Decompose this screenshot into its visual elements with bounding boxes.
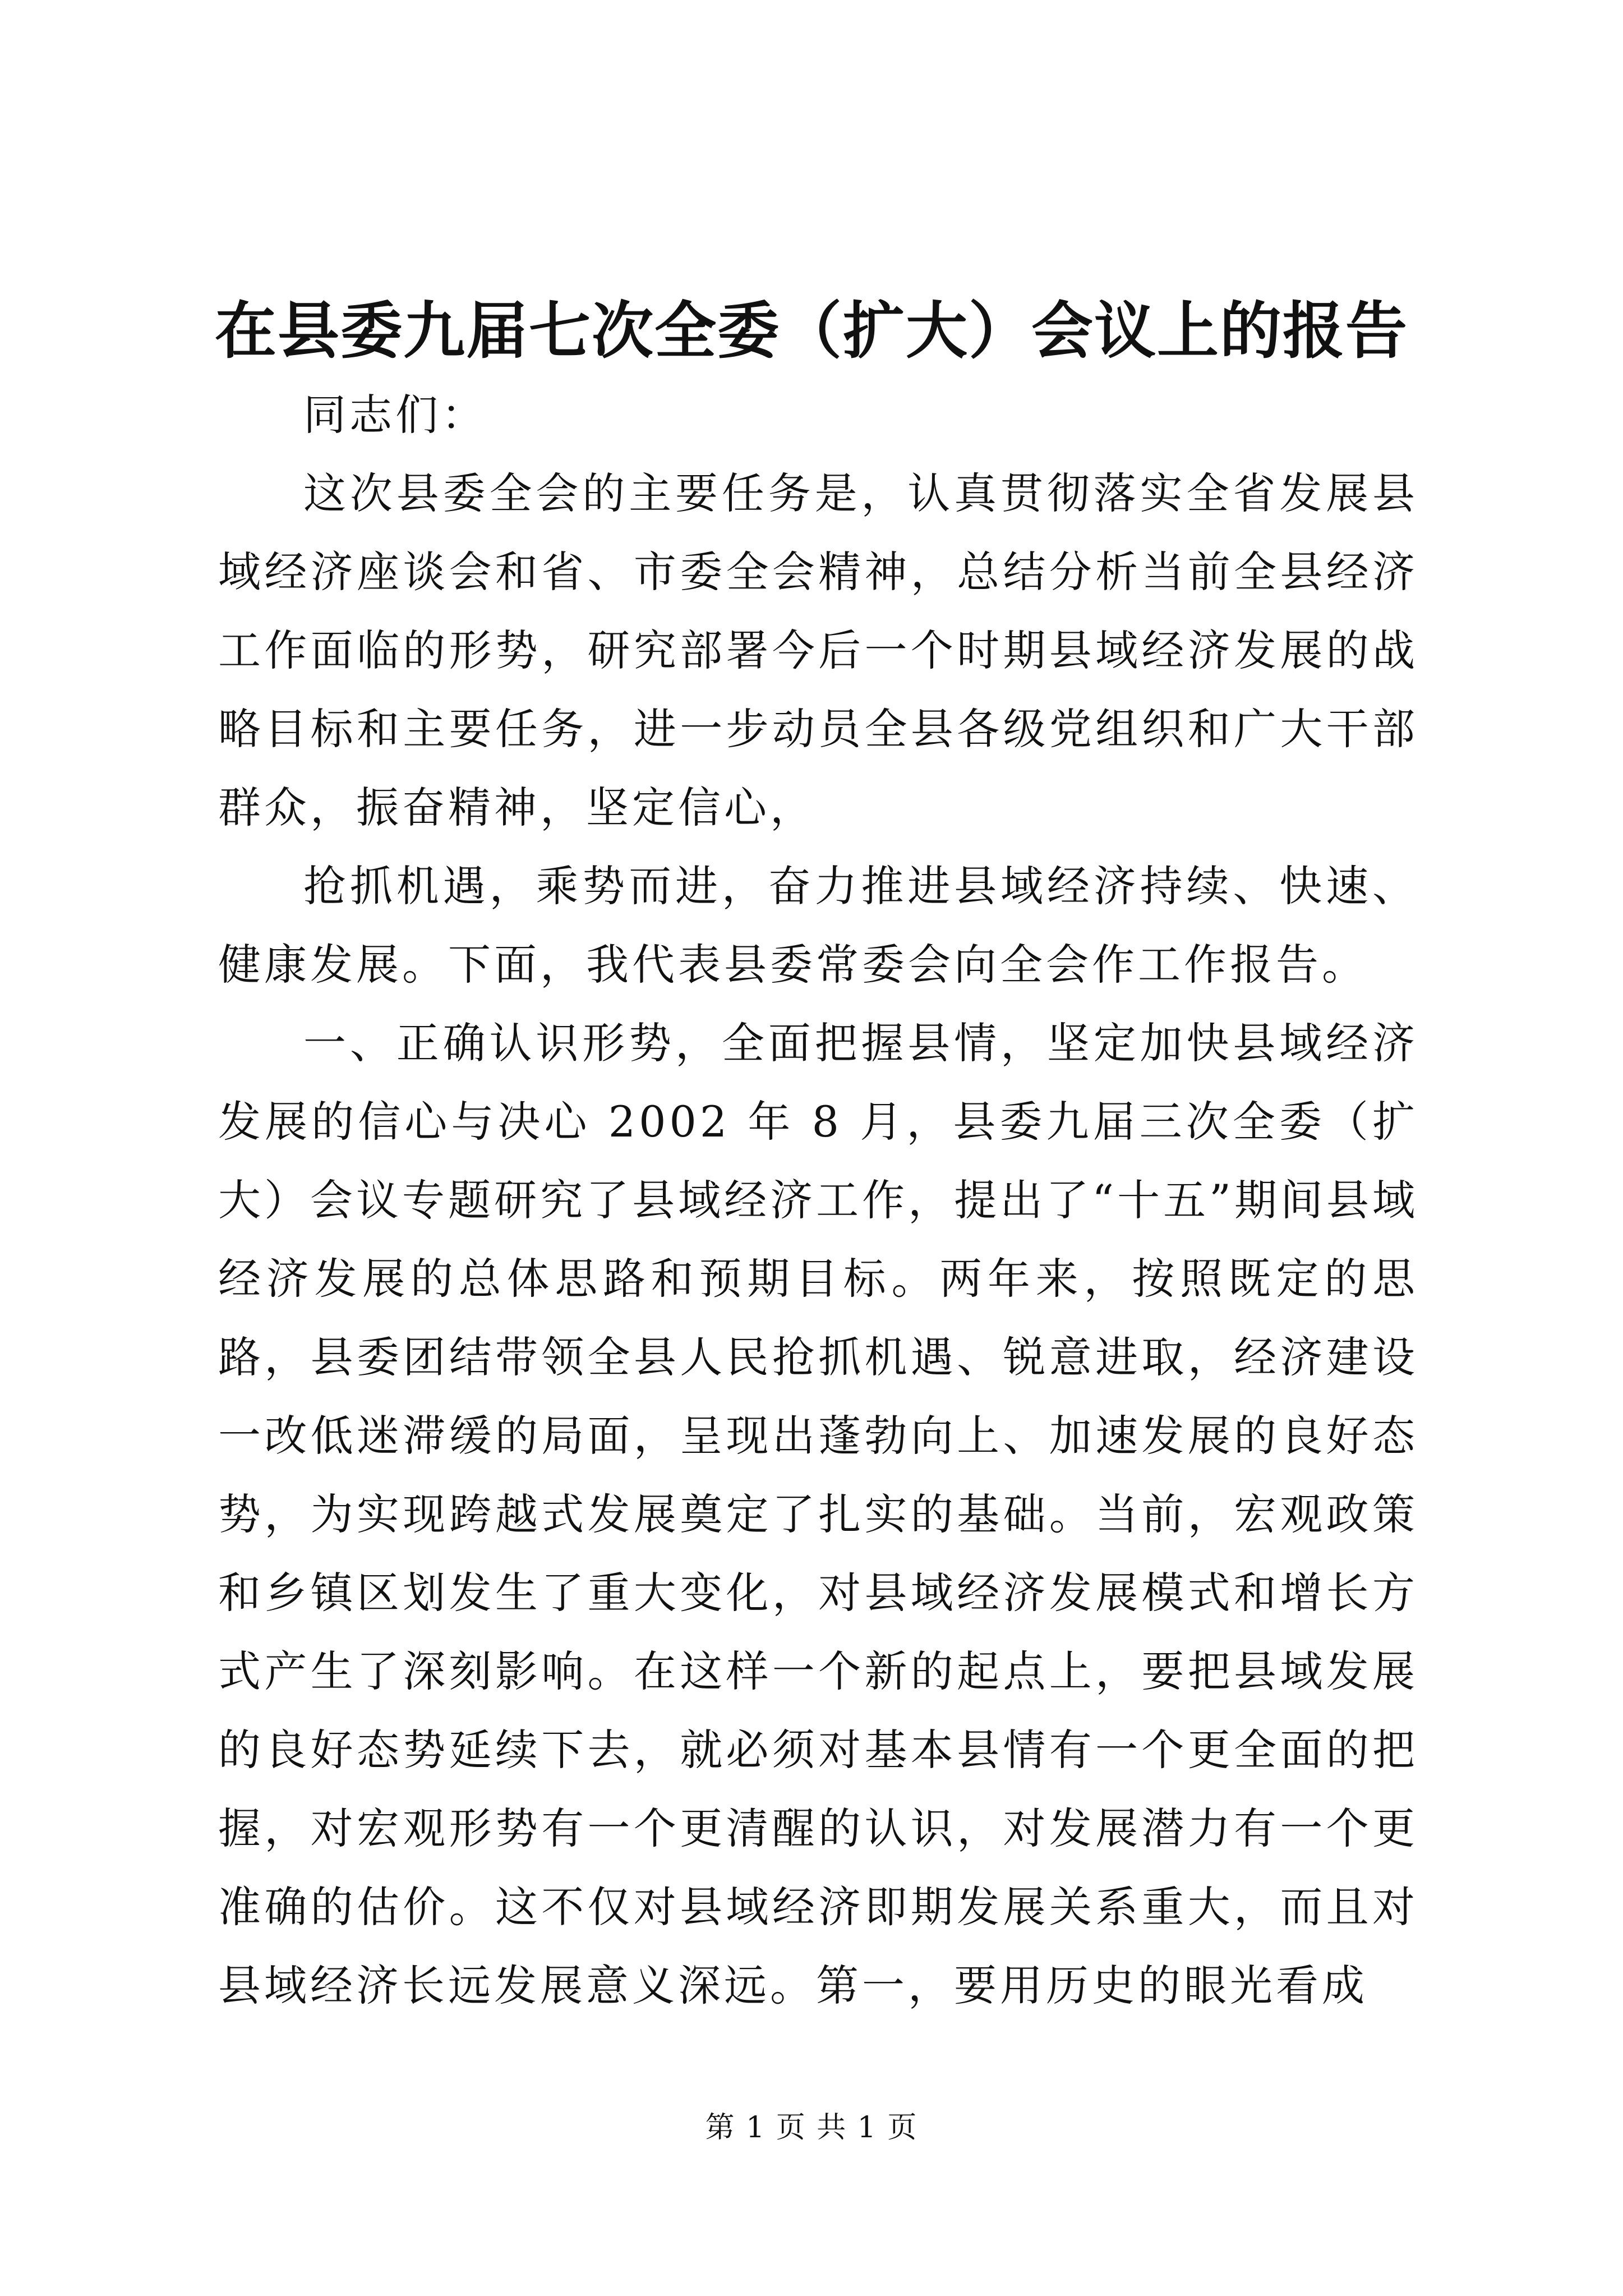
page-footer: 第 1 页 共 1 页: [705, 2111, 918, 2145]
document-body: [218, 376, 1418, 2025]
document-title: 在县委九届七次全委（扩大）会议上的报告: [215, 295, 1408, 367]
body-paragraph: 这次县委全会的主要任务是，认真贯彻落实全省发展县域经济座谈会和省、市委全会精神，总结分析当前全县经济工作面临的形势，研究部署今后一个时期县域经济发展的战略目标和主要任务，进一步动员全县各级党组织和广大干部群众，振奋精神，坚定信心，: [218, 468, 1418, 832]
salutation-paragraph: 同志们：: [303, 390, 487, 440]
body-paragraph: 一、正确认识形势，全面把握县情，坚定加快县域经济发展的信心与决心 2002 年 8 月，县委九届三次全委（扩大）会议专题研究了县域经济工作，提出了“十五”期间县域经济发展的总体思路和预期目标。两年来，按照既定的思路，县委团结带领全县人民抢抓机遇、锐意进取，经济建设一改低迷滞缓的局面，呈现出蓬勃向上、加速发展的良好态势，为实现跨越式发展奠定了扎实的基础。当前，宏观政策和乡镇区划发生了重大变化，对县域经济发展模式和增长方式产生了深刻影响。在这样一个新的起点上，要把县域发展的良好态势延续下去，就必须对基本县情有一个更全面的把握，对宏观形势有一个更清醒的认识，对发展潜力有一个更准确的估价。这不仅对县域经济即期发展关系重大，而且对县域经济长远发展意义深远。第一，要用历史的眼光看成: [218, 1018, 1418, 2010]
body-paragraph: 抢抓机遇，乘势而进，奋力推进县域经济持续、快速、健康发展。下面，我代表县委常委会向全会作工作报告。: [218, 861, 1418, 990]
